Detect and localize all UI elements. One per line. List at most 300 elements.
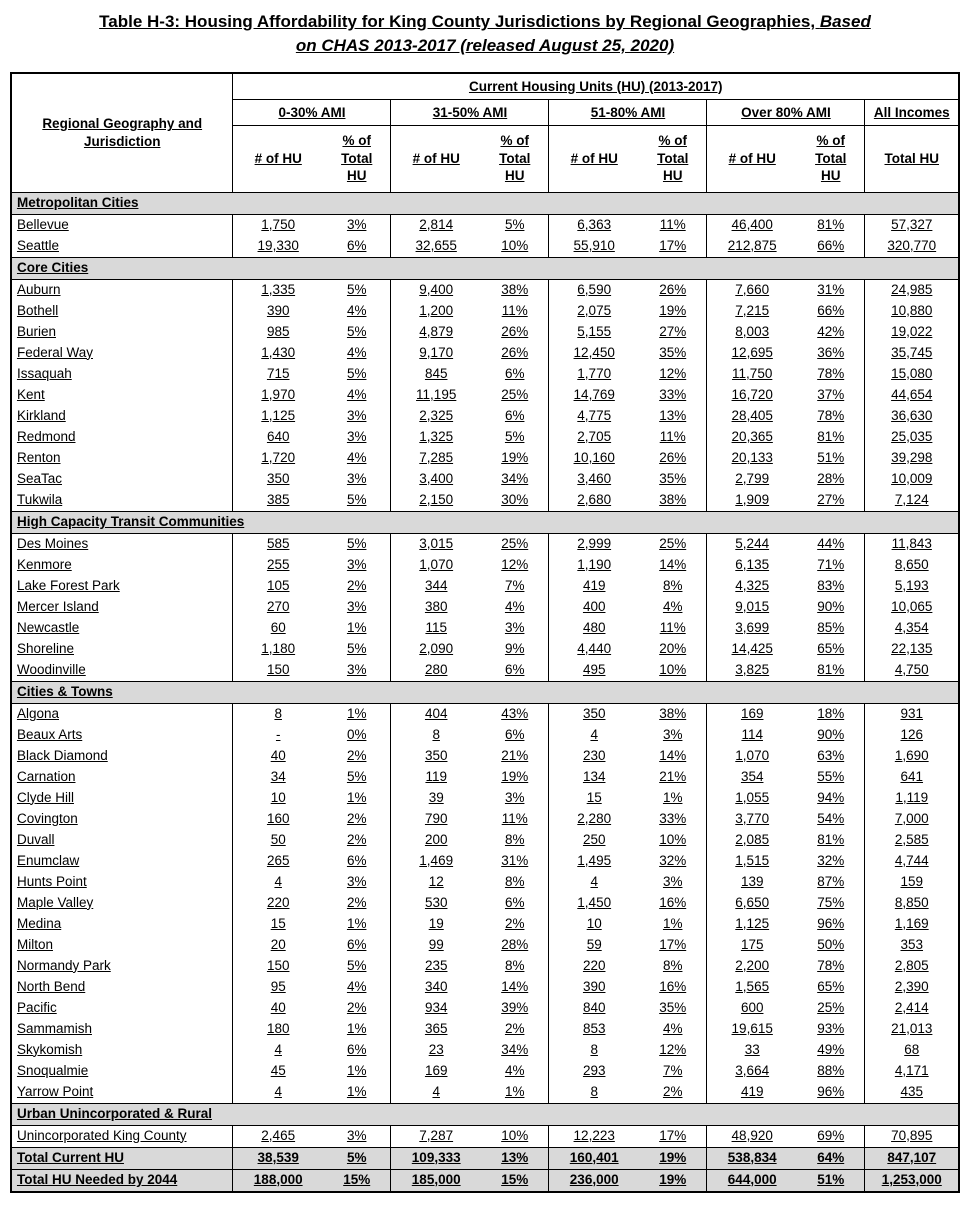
count-cell: 15 (270, 915, 286, 931)
table-row (11, 767, 959, 788)
percent-cell: 3% (323, 469, 391, 490)
table-row (11, 725, 959, 746)
count-cell: 600 (740, 999, 764, 1015)
total-hu-cell: 2,805 (894, 957, 929, 973)
total-hu-cell: 35,745 (891, 344, 933, 360)
total-hu-cell: 25,035 (891, 428, 933, 444)
percent-cell: 27% (639, 322, 707, 343)
jurisdiction-cell: Kent (11, 385, 233, 406)
count-cell: 340 (424, 978, 448, 994)
count-cell: 23 (428, 1041, 444, 1057)
count-cell: 220 (582, 957, 606, 973)
count-cell: 3,400 (419, 470, 454, 486)
percent-cell: 13% (639, 406, 707, 427)
percent-cell: 11% (639, 427, 707, 448)
count-cell: 4 (274, 1041, 282, 1057)
corner-header: Regional Geography and Jurisdiction (11, 73, 233, 193)
table-row (11, 214, 959, 236)
percent-cell: 87% (797, 872, 865, 893)
percent-cell: 26% (481, 322, 549, 343)
section-row (11, 257, 959, 279)
percent-cell: 2% (323, 746, 391, 767)
percent-cell: 16% (639, 893, 707, 914)
count-cell: 48,920 (731, 1127, 773, 1143)
table-row (11, 1082, 959, 1104)
percent-cell: 93% (797, 1019, 865, 1040)
percent-cell: 17% (639, 935, 707, 956)
total-hu-cell: 1,690 (894, 747, 929, 763)
total-hu-cell: 8,850 (894, 894, 929, 910)
percent-cell: 6% (323, 935, 391, 956)
count-cell: 12 (428, 873, 444, 889)
total-hu-cell: 159 (900, 873, 924, 889)
table-row (11, 427, 959, 448)
count-cell: 40 (270, 747, 286, 763)
percent-cell: 20% (639, 639, 707, 660)
percent-cell: 3% (481, 618, 549, 639)
jurisdiction-cell: Kirkland (11, 406, 233, 427)
percent-cell: 78% (797, 956, 865, 977)
jurisdiction-cell: Black Diamond (11, 746, 233, 767)
count-cell: 2,465 (261, 1127, 296, 1143)
count-cell: 230 (582, 747, 606, 763)
count-cell: 11,195 (416, 386, 457, 402)
count-cell: 169 (424, 1062, 448, 1078)
table-row (11, 1019, 959, 1040)
table-row (11, 301, 959, 322)
percent-cell: 19% (639, 1169, 707, 1192)
percent-cell: 4% (639, 1019, 707, 1040)
percent-cell: 8% (639, 956, 707, 977)
count-cell: 4 (432, 1083, 440, 1099)
jurisdiction-cell: Clyde Hill (11, 788, 233, 809)
subheader-count-0-30: # of HU (233, 125, 323, 192)
count-cell: 119 (425, 768, 447, 784)
jurisdiction-cell: North Bend (11, 977, 233, 998)
count-cell: 4 (274, 1083, 282, 1099)
jurisdiction-cell: Unincorporated King County (11, 1125, 233, 1147)
section-header: High Capacity Transit Communities (11, 511, 959, 533)
count-cell: 1,190 (577, 556, 612, 572)
count-cell: 644,000 (707, 1169, 797, 1192)
percent-cell: 78% (797, 364, 865, 385)
count-cell: 212,875 (727, 237, 777, 253)
percent-cell: 5% (323, 533, 391, 555)
jurisdiction-cell: Issaquah (11, 364, 233, 385)
percent-cell: 81% (797, 830, 865, 851)
count-cell: 33 (744, 1041, 760, 1057)
percent-cell: 3% (639, 872, 707, 893)
count-cell: 293 (582, 1062, 606, 1078)
total-hu-cell: 15,080 (891, 365, 933, 381)
jurisdiction-cell: Enumclaw (11, 851, 233, 872)
count-cell: 270 (266, 598, 290, 614)
count-cell: 845 (424, 365, 448, 381)
count-cell: 6,135 (735, 556, 770, 572)
count-cell: 114 (741, 726, 763, 742)
group-header-over-80-ami: Over 80% AMI (707, 99, 865, 125)
count-cell: 19 (428, 915, 444, 931)
count-cell: 95 (270, 978, 286, 994)
percent-cell: 10% (639, 830, 707, 851)
percent-cell: 1% (481, 1082, 549, 1104)
percent-cell: 19% (639, 1147, 707, 1169)
percent-cell: 32% (797, 851, 865, 872)
percent-cell: 5% (323, 322, 391, 343)
percent-cell: 34% (481, 1040, 549, 1061)
percent-cell: 31% (797, 279, 865, 301)
percent-cell: 5% (323, 1147, 391, 1169)
percent-cell: 75% (797, 893, 865, 914)
percent-cell: 11% (639, 618, 707, 639)
count-cell: 8,003 (735, 323, 770, 339)
count-cell: 790 (424, 810, 448, 826)
percent-cell: 28% (481, 935, 549, 956)
percent-cell: 6% (323, 851, 391, 872)
count-cell: 400 (582, 598, 606, 614)
percent-cell: 39% (481, 998, 549, 1019)
percent-cell: 81% (797, 660, 865, 682)
percent-cell: 3% (323, 406, 391, 427)
count-cell: 12,450 (573, 344, 615, 360)
count-cell: 10 (270, 789, 286, 805)
count-cell: 169 (740, 705, 764, 721)
jurisdiction-cell: Yarrow Point (11, 1082, 233, 1104)
percent-cell: 25% (797, 998, 865, 1019)
total-hu-cell: 435 (900, 1083, 924, 1099)
percent-cell: 2% (323, 576, 391, 597)
total-hu-cell: 68 (904, 1041, 920, 1057)
count-cell: 109,333 (391, 1147, 481, 1169)
total-hu-cell: 5,193 (894, 577, 929, 593)
count-cell: 1,515 (735, 852, 770, 868)
count-cell: 32,655 (415, 237, 457, 253)
percent-cell: 1% (323, 914, 391, 935)
count-cell: 7,215 (735, 302, 770, 318)
count-cell: 12,223 (573, 1127, 615, 1143)
count-cell: 175 (740, 936, 764, 952)
count-cell: 38,539 (233, 1147, 323, 1169)
table-row (11, 555, 959, 576)
table-row (11, 872, 959, 893)
subheader-percent-text: % of Total HU (815, 133, 847, 184)
percent-cell: 1% (639, 788, 707, 809)
percent-cell: 81% (797, 427, 865, 448)
jurisdiction-cell: Tukwila (11, 490, 233, 512)
percent-cell: 38% (639, 490, 707, 512)
table-row (11, 956, 959, 977)
count-cell: 9,015 (735, 598, 770, 614)
table-body (11, 192, 959, 1192)
count-cell: 40 (270, 999, 286, 1015)
percent-cell: 1% (323, 1082, 391, 1104)
count-cell: 20 (270, 936, 286, 952)
subheader-count-51-80: # of HU (549, 125, 639, 192)
count-cell: 220 (266, 894, 290, 910)
total-hu-cell: 641 (900, 768, 924, 784)
section-row (11, 511, 959, 533)
count-cell: 2,799 (735, 470, 770, 486)
count-cell: 115 (425, 619, 447, 635)
percent-cell: 16% (639, 977, 707, 998)
percent-cell: 8% (639, 576, 707, 597)
percent-cell: 18% (797, 703, 865, 725)
percent-cell: 14% (481, 977, 549, 998)
percent-cell: 65% (797, 977, 865, 998)
total-hu-cell: 57,327 (891, 216, 933, 232)
total-hu-cell: 1,169 (894, 915, 929, 931)
percent-cell: 4% (481, 597, 549, 618)
percent-cell: 8% (481, 830, 549, 851)
percent-cell: 11% (481, 301, 549, 322)
percent-cell: 30% (481, 490, 549, 512)
percent-cell: 90% (797, 597, 865, 618)
percent-cell: 19% (481, 767, 549, 788)
percent-cell: 96% (797, 914, 865, 935)
percent-cell: 35% (639, 469, 707, 490)
percent-cell: 34% (481, 469, 549, 490)
count-cell: 344 (424, 577, 448, 593)
percent-cell: 5% (323, 956, 391, 977)
jurisdiction-cell: Milton (11, 935, 233, 956)
percent-cell: 0% (323, 725, 391, 746)
count-cell: 2,090 (419, 640, 454, 656)
count-cell: 585 (266, 535, 290, 551)
percent-cell: 3% (323, 660, 391, 682)
percent-cell: 5% (481, 214, 549, 236)
table-row (11, 977, 959, 998)
percent-cell: 71% (797, 555, 865, 576)
count-cell: - (275, 726, 281, 742)
jurisdiction-cell: Pacific (11, 998, 233, 1019)
count-cell: 6,363 (577, 216, 612, 232)
section-row (11, 1103, 959, 1125)
title-line-2 (14, 34, 956, 58)
total-hu-cell: 8,650 (894, 556, 929, 572)
percent-cell: 54% (797, 809, 865, 830)
count-cell: 2,999 (577, 535, 612, 551)
table-row (11, 788, 959, 809)
jurisdiction-cell: Bellevue (11, 214, 233, 236)
count-cell: 1,770 (577, 365, 612, 381)
percent-cell: 6% (481, 364, 549, 385)
table-row (11, 830, 959, 851)
percent-cell: 25% (481, 385, 549, 406)
jurisdiction-cell: Federal Way (11, 343, 233, 364)
count-cell: 10,160 (573, 449, 615, 465)
count-cell: 385 (266, 491, 290, 507)
table-row (11, 385, 959, 406)
group-header-51-80-ami: 51-80% AMI (549, 99, 707, 125)
count-cell: 840 (582, 999, 606, 1015)
jurisdiction-cell: Renton (11, 448, 233, 469)
count-cell: 2,150 (419, 491, 454, 507)
subheader-count-over-80: # of HU (707, 125, 797, 192)
percent-cell: 19% (639, 301, 707, 322)
subheader-count-31-50: # of HU (391, 125, 481, 192)
count-cell: 7,287 (419, 1127, 454, 1143)
count-cell: 1,750 (261, 216, 296, 232)
count-cell: 2,200 (735, 957, 770, 973)
table-row (11, 597, 959, 618)
count-cell: 3,015 (419, 535, 454, 551)
total-hu-cell: 19,022 (891, 323, 933, 339)
percent-cell: 3% (323, 555, 391, 576)
percent-cell: 12% (481, 555, 549, 576)
percent-cell: 17% (639, 1125, 707, 1147)
percent-cell: 5% (323, 279, 391, 301)
count-cell: 380 (424, 598, 448, 614)
section-header: Cities & Towns (11, 681, 959, 703)
percent-cell: 32% (639, 851, 707, 872)
subheader-percent-over-80 (797, 125, 865, 192)
table-row (11, 746, 959, 767)
table-title (14, 10, 956, 58)
jurisdiction-cell: Hunts Point (11, 872, 233, 893)
percent-cell: 21% (639, 767, 707, 788)
table-row (11, 935, 959, 956)
count-cell: 188,000 (233, 1169, 323, 1192)
count-cell: 9,170 (419, 344, 454, 360)
percent-cell: 3% (323, 214, 391, 236)
count-cell: 20,365 (731, 428, 773, 444)
percent-cell: 31% (481, 851, 549, 872)
count-cell: 480 (582, 619, 606, 635)
percent-cell: 35% (639, 998, 707, 1019)
total-hu-cell: 4,171 (894, 1062, 929, 1078)
percent-cell: 7% (639, 1061, 707, 1082)
count-cell: 8 (274, 705, 282, 721)
count-cell: 12,695 (731, 344, 773, 360)
count-cell: 495 (582, 661, 606, 677)
count-cell: 4 (590, 726, 598, 742)
total-hu-cell: 4,744 (894, 852, 929, 868)
percent-cell: 85% (797, 618, 865, 639)
jurisdiction-cell: Lake Forest Park (11, 576, 233, 597)
jurisdiction-cell: Covington (11, 809, 233, 830)
jurisdiction-cell: Kenmore (11, 555, 233, 576)
percent-cell: 12% (639, 1040, 707, 1061)
percent-cell: 49% (797, 1040, 865, 1061)
table-row (11, 851, 959, 872)
count-cell: 255 (266, 556, 290, 572)
percent-cell: 28% (797, 469, 865, 490)
percent-cell: 65% (797, 639, 865, 660)
count-cell: 55,910 (573, 237, 615, 253)
count-cell: 390 (582, 978, 606, 994)
subheader-percent-text: % of Total HU (341, 133, 373, 184)
section-header: Urban Unincorporated & Rural (11, 1103, 959, 1125)
count-cell: 7,660 (735, 281, 770, 297)
table-row (11, 406, 959, 427)
total-hu-cell: 931 (900, 705, 924, 721)
percent-cell: 2% (323, 809, 391, 830)
count-cell: 853 (582, 1020, 606, 1036)
percent-cell: 5% (323, 364, 391, 385)
count-cell: 160 (266, 810, 290, 826)
count-cell: 538,834 (707, 1147, 797, 1169)
count-cell: 16,720 (731, 386, 773, 402)
percent-cell: 2% (323, 830, 391, 851)
percent-cell: 26% (639, 448, 707, 469)
jurisdiction-cell: Total Current HU (11, 1147, 233, 1169)
count-cell: 59 (586, 936, 602, 952)
jurisdiction-cell: Seattle (11, 236, 233, 258)
count-cell: 1,450 (577, 894, 612, 910)
count-cell: 8 (432, 726, 440, 742)
count-cell: 105 (266, 577, 290, 593)
percent-cell: 12% (639, 364, 707, 385)
percent-cell: 7% (481, 576, 549, 597)
percent-cell: 43% (481, 703, 549, 725)
count-cell: 139 (740, 873, 764, 889)
count-cell: 2,680 (577, 491, 612, 507)
percent-cell: 25% (481, 533, 549, 555)
table-row (11, 490, 959, 512)
count-cell: 6,650 (735, 894, 770, 910)
count-cell: 1,335 (261, 281, 296, 297)
count-cell: 134 (582, 768, 606, 784)
count-cell: 1,970 (261, 386, 296, 402)
table-row (11, 576, 959, 597)
count-cell: 236,000 (549, 1169, 639, 1192)
count-cell: 354 (740, 768, 764, 784)
percent-cell: 42% (797, 322, 865, 343)
percent-cell: 8% (481, 956, 549, 977)
count-cell: 235 (424, 957, 448, 973)
group-header-31-50-ami: 31-50% AMI (391, 99, 549, 125)
jurisdiction-cell: Skykomish (11, 1040, 233, 1061)
count-cell: 60 (270, 619, 286, 635)
section-header: Metropolitan Cities (11, 192, 959, 214)
jurisdiction-cell: Woodinville (11, 660, 233, 682)
count-cell: 1,125 (261, 407, 296, 423)
total-hu-cell: 24,985 (891, 281, 933, 297)
count-cell: 4,440 (577, 640, 612, 656)
percent-cell: 1% (323, 1061, 391, 1082)
total-hu-cell: 70,895 (891, 1127, 933, 1143)
table-row (11, 618, 959, 639)
jurisdiction-cell: SeaTac (11, 469, 233, 490)
count-cell: 14,769 (573, 386, 615, 402)
jurisdiction-cell: Duvall (11, 830, 233, 851)
count-cell: 46,400 (731, 216, 773, 232)
table-row (11, 1061, 959, 1082)
percent-cell: 26% (481, 343, 549, 364)
count-cell: 1,070 (419, 556, 454, 572)
table-row (11, 533, 959, 555)
count-cell: 2,705 (577, 428, 612, 444)
subheader-total-hu: Total HU (865, 125, 959, 192)
table-row (11, 1125, 959, 1147)
count-cell: 185,000 (391, 1169, 481, 1192)
title-italic-text: Based (819, 12, 871, 31)
percent-cell: 81% (797, 214, 865, 236)
count-cell: 419 (582, 577, 606, 593)
table-row (11, 322, 959, 343)
title-subtitle-text: on CHAS 2013-2017 (released August 25, 2020) (295, 35, 675, 55)
section-header: Core Cities (11, 257, 959, 279)
count-cell: 45 (270, 1062, 286, 1078)
total-hu-cell: 10,880 (891, 302, 933, 318)
percent-cell: 15% (323, 1169, 391, 1192)
percent-cell: 69% (797, 1125, 865, 1147)
count-cell: 20,133 (731, 449, 773, 465)
total-hu-cell: 10,065 (891, 598, 933, 614)
percent-cell: 10% (481, 1125, 549, 1147)
count-cell: 350 (582, 705, 606, 721)
count-cell: 1,495 (577, 852, 612, 868)
